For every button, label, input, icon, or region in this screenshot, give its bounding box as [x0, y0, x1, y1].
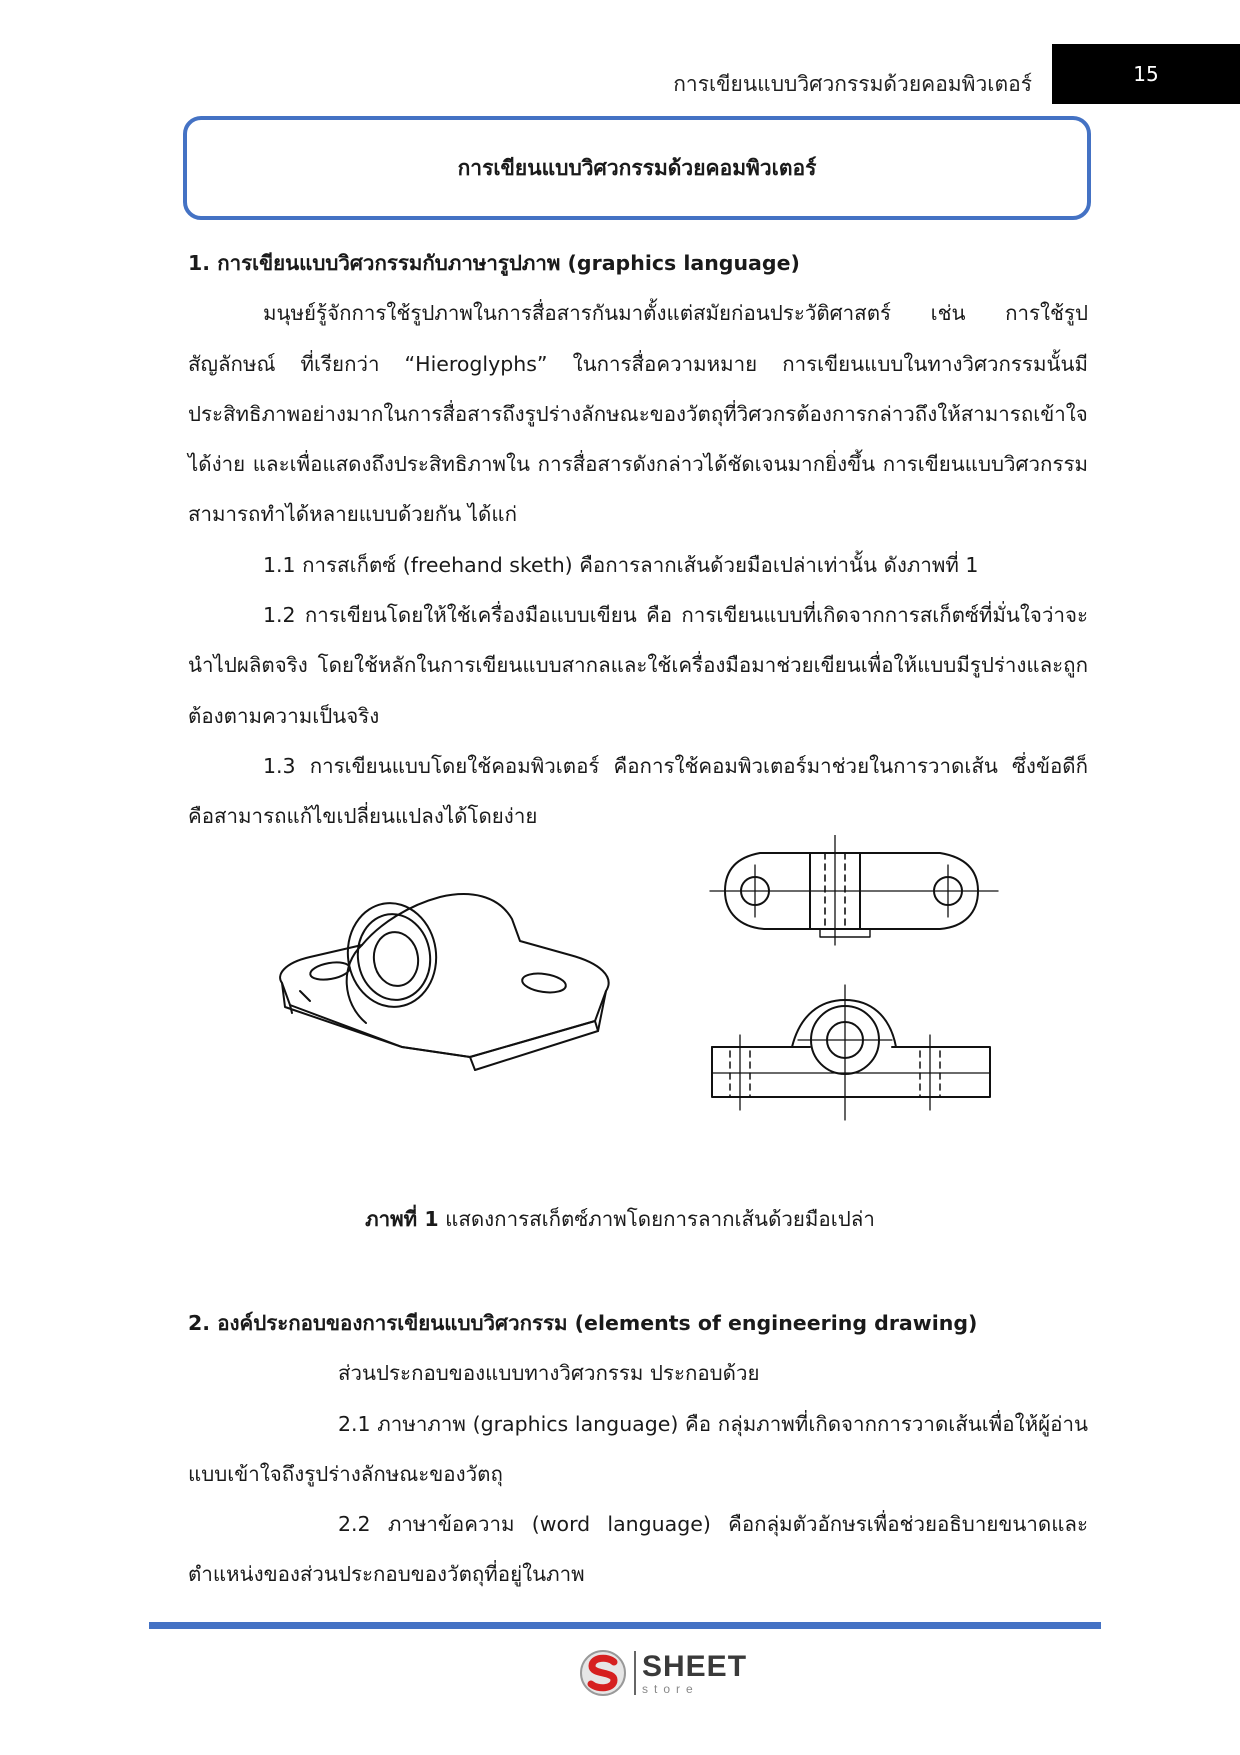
page-number-box [1052, 44, 1240, 104]
running-header-title: การเขียนแบบวิศวกรรมด้วยคอมพิวเตอร์ [673, 72, 1032, 96]
isometric-sketch [280, 894, 608, 1070]
section-2-heading: 2. องค์ประกอบของการเขียนแบบวิศวกรรม (elements of engineering drawing) [188, 1311, 978, 1335]
logo-separator [634, 1651, 636, 1695]
front-view-sketch [712, 985, 990, 1120]
logo-main-text: SHEET [642, 1649, 748, 1683]
section-1 [188, 238, 1088, 842]
figure-1-caption [0, 1203, 1240, 1236]
section-1-intro: มนุษย์รู้จักการใช้รูปภาพในการสื่อสารกันมาตั้งแต่สมัยก่อนประวัติศาสตร์ เช่น การใช้รูปสัญลักษณ์ ที่เรียกว่า “Hieroglyphs” ในการสื่อความหมาย การเขียนแบบในทางวิศวกรรมนั้นมีประสิทธิภาพอย่างมากในการสื่อสารถึงรูปร่างลักษณะของวัตถุที่วิศวกรต้องการกล่าวถึงให้สามารถเข้าใจได้ง่าย และเพื่อแสดงถึงประสิทธิภาพใน การสื่อสารดังกล่าวได้ชัดเจนมากยิ่งขึ้น การเขียนแบบวิศวกรรมสามารถทำได้หลายแบบด้วยกัน ได้แก่ [188, 301, 1088, 527]
page-number: 15 [1133, 62, 1159, 86]
top-view-sketch [710, 835, 998, 945]
item-1-1: 1.1 การสเก็ตซ์ (freehand sketh) คือการลากเส้นด้วยมือเปล่าเท่านั้น ดังภาพที่ 1 [263, 552, 979, 577]
freehand-sketch-figure [270, 835, 1040, 1155]
chapter-title-box [183, 116, 1091, 220]
item-1-3: 1.3 การเขียนแบบโดยใช้คอมพิวเตอร์ คือการใช้คอมพิวเตอร์มาช่วยในการวาดเส้น ซึ่งข้อดีก็คือสามารถแก้ไขเปลี่ยนแปลงได้โดยง่าย [188, 753, 1088, 829]
logo-sub-text: store [642, 1681, 699, 1696]
figure-1-caption-text: แสดงการสเก็ตซ์ภาพโดยการลากเส้นด้วยมือเปล่า [438, 1207, 875, 1231]
logo-s-icon [578, 1648, 628, 1698]
chapter-title: การเขียนแบบวิศวกรรมด้วยคอมพิวเตอร์ [457, 155, 817, 180]
section-1-heading: 1. การเขียนแบบวิศวกรรมกับภาษารูปภาพ (graphics language) [188, 251, 800, 275]
section-2-intro: ส่วนประกอบของแบบทางวิศวกรรม ประกอบด้วย [338, 1361, 760, 1386]
section-2 [188, 1298, 1088, 1600]
item-1-2: 1.2 การเขียนโดยให้ใช้เครื่องมือแบบเขียน คือ การเขียนแบบที่เกิดจากการสเก็ตซ์ที่มั่นใจว่าจะนำไปผลิตจริง โดยใช้หลักในการเขียนแบบสากลและใช้เครื่องมือมาช่วยเขียนเพื่อให้แบบมีรูปร่างและถูกต้องตามความเป็นจริง [188, 603, 1088, 728]
footer-divider [149, 1622, 1101, 1629]
item-2-1: 2.1 ภาษาภาพ (graphics language) คือ กลุ่มภาพที่เกิดจากการวาดเส้นเพื่อให้ผู้อ่านแบบเข้าใจถึงรูปร่างลักษณะของวัตถุ [188, 1411, 1088, 1486]
item-2-2: 2.2 ภาษาข้อความ (word language) คือกลุ่มตัวอักษรเพื่อช่วยอธิบายขนาดและตำแหน่งของส่วนประกอบของวัตถุที่อยู่ในภาพ [188, 1512, 1088, 1587]
figure-1-caption-label: ภาพที่ 1 [365, 1207, 439, 1231]
sheet-store-logo [578, 1645, 747, 1701]
